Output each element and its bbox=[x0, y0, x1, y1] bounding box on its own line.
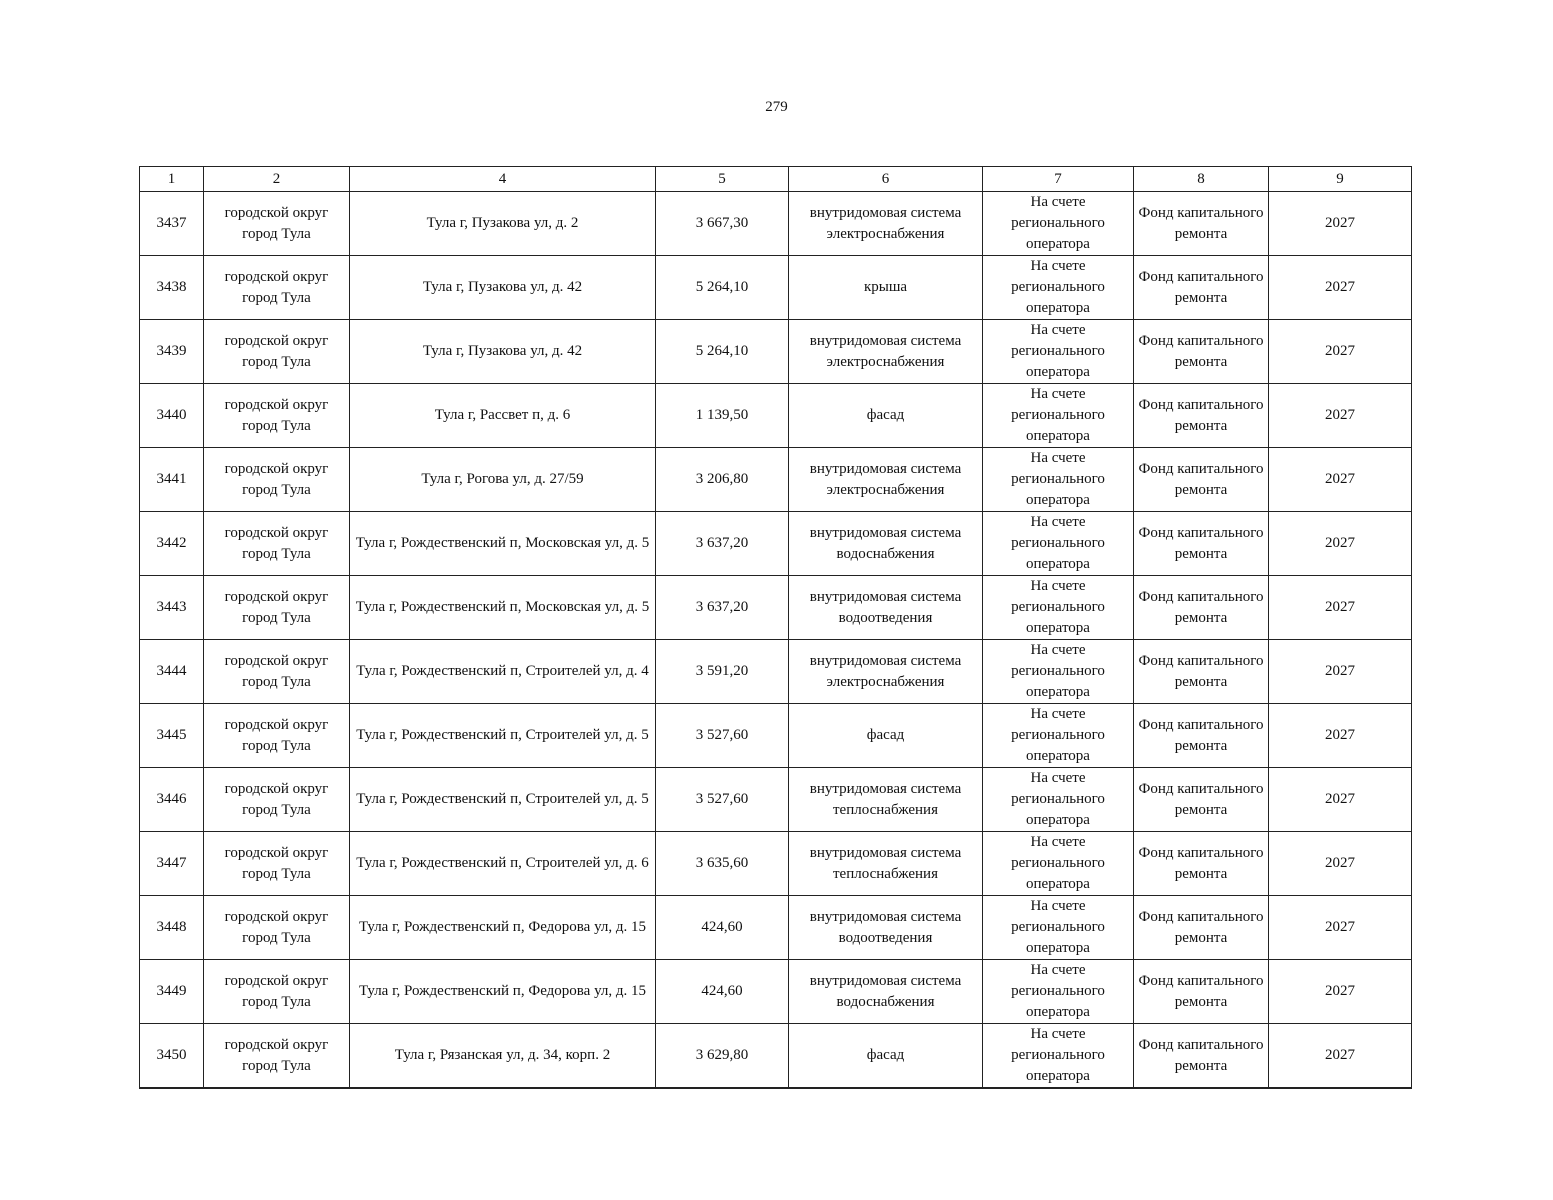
row-number-cell: 3437 bbox=[140, 192, 204, 256]
address-cell: Тула г, Рязанская ул, д. 34, корп. 2 bbox=[350, 1024, 656, 1089]
row-number-cell: 3439 bbox=[140, 320, 204, 384]
table-row bbox=[140, 320, 1412, 384]
row-number-cell: 3446 bbox=[140, 768, 204, 832]
table-row bbox=[140, 576, 1412, 640]
row-number-cell: 3450 bbox=[140, 1024, 204, 1089]
account-cell: На счете регионального оператора bbox=[983, 512, 1134, 576]
address-cell: Тула г, Пузакова ул, д. 2 bbox=[350, 192, 656, 256]
table-row bbox=[140, 512, 1412, 576]
row-number-cell: 3447 bbox=[140, 832, 204, 896]
year-cell: 2027 bbox=[1269, 704, 1412, 768]
account-cell: На счете регионального оператора bbox=[983, 576, 1134, 640]
table-row bbox=[140, 448, 1412, 512]
year-cell: 2027 bbox=[1269, 192, 1412, 256]
account-cell: На счете регионального оператора bbox=[983, 960, 1134, 1024]
column-header: 2 bbox=[204, 167, 350, 192]
row-number-cell: 3445 bbox=[140, 704, 204, 768]
header-row bbox=[140, 167, 1412, 192]
address-cell: Тула г, Рождественский п, Федорова ул, д. 15 bbox=[350, 896, 656, 960]
account-cell: На счете регионального оператора bbox=[983, 384, 1134, 448]
year-cell: 2027 bbox=[1269, 512, 1412, 576]
funding-source-cell: Фонд капитального ремонта bbox=[1134, 192, 1269, 256]
registry-table bbox=[139, 166, 1412, 1089]
municipality-cell: городской округ город Тула bbox=[204, 448, 350, 512]
column-header: 8 bbox=[1134, 167, 1269, 192]
row-number-cell: 3442 bbox=[140, 512, 204, 576]
municipality-cell: городской округ город Тула bbox=[204, 832, 350, 896]
year-cell: 2027 bbox=[1269, 576, 1412, 640]
column-header: 5 bbox=[656, 167, 789, 192]
table-row bbox=[140, 256, 1412, 320]
work-type-cell: внутридомовая система электроснабжения bbox=[789, 320, 983, 384]
row-number-cell: 3448 bbox=[140, 896, 204, 960]
funding-source-cell: Фонд капитального ремонта bbox=[1134, 512, 1269, 576]
work-type-cell: внутридомовая система теплоснабжения bbox=[789, 768, 983, 832]
area-cell: 3 637,20 bbox=[656, 576, 789, 640]
municipality-cell: городской округ город Тула bbox=[204, 768, 350, 832]
area-cell: 3 635,60 bbox=[656, 832, 789, 896]
funding-source-cell: Фонд капитального ремонта bbox=[1134, 256, 1269, 320]
column-header: 4 bbox=[350, 167, 656, 192]
municipality-cell: городской округ город Тула bbox=[204, 1024, 350, 1089]
year-cell: 2027 bbox=[1269, 320, 1412, 384]
area-cell: 3 591,20 bbox=[656, 640, 789, 704]
row-number-cell: 3438 bbox=[140, 256, 204, 320]
funding-source-cell: Фонд капитального ремонта bbox=[1134, 320, 1269, 384]
address-cell: Тула г, Пузакова ул, д. 42 bbox=[350, 320, 656, 384]
area-cell: 424,60 bbox=[656, 960, 789, 1024]
account-cell: На счете регионального оператора bbox=[983, 1024, 1134, 1089]
table-row bbox=[140, 704, 1412, 768]
work-type-cell: внутридомовая система электроснабжения bbox=[789, 192, 983, 256]
work-type-cell: фасад bbox=[789, 384, 983, 448]
address-cell: Тула г, Пузакова ул, д. 42 bbox=[350, 256, 656, 320]
address-cell: Тула г, Рассвет п, д. 6 bbox=[350, 384, 656, 448]
funding-source-cell: Фонд капитального ремонта bbox=[1134, 896, 1269, 960]
column-header: 9 bbox=[1269, 167, 1412, 192]
table-row bbox=[140, 896, 1412, 960]
account-cell: На счете регионального оператора bbox=[983, 832, 1134, 896]
year-cell: 2027 bbox=[1269, 640, 1412, 704]
row-number-cell: 3443 bbox=[140, 576, 204, 640]
area-cell: 1 139,50 bbox=[656, 384, 789, 448]
address-cell: Тула г, Рождественский п, Строителей ул, д. 4 bbox=[350, 640, 656, 704]
area-cell: 3 527,60 bbox=[656, 768, 789, 832]
work-type-cell: фасад bbox=[789, 1024, 983, 1089]
work-type-cell: фасад bbox=[789, 704, 983, 768]
address-cell: Тула г, Рождественский п, Строителей ул, д. 5 bbox=[350, 704, 656, 768]
account-cell: На счете регионального оператора bbox=[983, 704, 1134, 768]
table-row bbox=[140, 832, 1412, 896]
account-cell: На счете регионального оператора bbox=[983, 192, 1134, 256]
year-cell: 2027 bbox=[1269, 256, 1412, 320]
area-cell: 424,60 bbox=[656, 896, 789, 960]
address-cell: Тула г, Рождественский п, Строителей ул, д. 5 bbox=[350, 768, 656, 832]
table-body bbox=[140, 192, 1412, 1089]
funding-source-cell: Фонд капитального ремонта bbox=[1134, 960, 1269, 1024]
funding-source-cell: Фонд капитального ремонта bbox=[1134, 384, 1269, 448]
municipality-cell: городской округ город Тула bbox=[204, 192, 350, 256]
work-type-cell: внутридомовая система электроснабжения bbox=[789, 448, 983, 512]
work-type-cell: внутридомовая система теплоснабжения bbox=[789, 832, 983, 896]
funding-source-cell: Фонд капитального ремонта bbox=[1134, 832, 1269, 896]
work-type-cell: внутридомовая система водоснабжения bbox=[789, 960, 983, 1024]
year-cell: 2027 bbox=[1269, 448, 1412, 512]
account-cell: На счете регионального оператора bbox=[983, 256, 1134, 320]
column-header: 6 bbox=[789, 167, 983, 192]
address-cell: Тула г, Рогова ул, д. 27/59 bbox=[350, 448, 656, 512]
year-cell: 2027 bbox=[1269, 832, 1412, 896]
funding-source-cell: Фонд капитального ремонта bbox=[1134, 640, 1269, 704]
row-number-cell: 3449 bbox=[140, 960, 204, 1024]
table-row bbox=[140, 768, 1412, 832]
work-type-cell: внутридомовая система электроснабжения bbox=[789, 640, 983, 704]
area-cell: 3 637,20 bbox=[656, 512, 789, 576]
funding-source-cell: Фонд капитального ремонта bbox=[1134, 448, 1269, 512]
funding-source-cell: Фонд капитального ремонта bbox=[1134, 576, 1269, 640]
account-cell: На счете регионального оператора bbox=[983, 640, 1134, 704]
row-number-cell: 3441 bbox=[140, 448, 204, 512]
address-cell: Тула г, Рождественский п, Московская ул, д. 5 bbox=[350, 512, 656, 576]
table-row bbox=[140, 960, 1412, 1024]
account-cell: На счете регионального оператора bbox=[983, 768, 1134, 832]
area-cell: 3 527,60 bbox=[656, 704, 789, 768]
funding-source-cell: Фонд капитального ремонта bbox=[1134, 768, 1269, 832]
year-cell: 2027 bbox=[1269, 768, 1412, 832]
municipality-cell: городской округ город Тула bbox=[204, 256, 350, 320]
funding-source-cell: Фонд капитального ремонта bbox=[1134, 1024, 1269, 1089]
municipality-cell: городской округ город Тула bbox=[204, 576, 350, 640]
area-cell: 3 206,80 bbox=[656, 448, 789, 512]
work-type-cell: внутридомовая система водоснабжения bbox=[789, 512, 983, 576]
table-row bbox=[140, 192, 1412, 256]
area-cell: 3 629,80 bbox=[656, 1024, 789, 1089]
municipality-cell: городской округ город Тула bbox=[204, 896, 350, 960]
year-cell: 2027 bbox=[1269, 384, 1412, 448]
municipality-cell: городской округ город Тула bbox=[204, 384, 350, 448]
row-number-cell: 3444 bbox=[140, 640, 204, 704]
address-cell: Тула г, Рождественский п, Строителей ул, д. 6 bbox=[350, 832, 656, 896]
year-cell: 2027 bbox=[1269, 896, 1412, 960]
row-number-cell: 3440 bbox=[140, 384, 204, 448]
municipality-cell: городской округ город Тула bbox=[204, 704, 350, 768]
column-header: 1 bbox=[140, 167, 204, 192]
work-type-cell: внутридомовая система водоотведения bbox=[789, 576, 983, 640]
municipality-cell: городской округ город Тула bbox=[204, 960, 350, 1024]
funding-source-cell: Фонд капитального ремонта bbox=[1134, 704, 1269, 768]
account-cell: На счете регионального оператора bbox=[983, 896, 1134, 960]
address-cell: Тула г, Рождественский п, Федорова ул, д. 15 bbox=[350, 960, 656, 1024]
table-row bbox=[140, 384, 1412, 448]
table-row bbox=[140, 1024, 1412, 1089]
area-cell: 3 667,30 bbox=[656, 192, 789, 256]
work-type-cell: внутридомовая система водоотведения bbox=[789, 896, 983, 960]
area-cell: 5 264,10 bbox=[656, 256, 789, 320]
column-header: 7 bbox=[983, 167, 1134, 192]
municipality-cell: городской округ город Тула bbox=[204, 640, 350, 704]
address-cell: Тула г, Рождественский п, Московская ул, д. 5 bbox=[350, 576, 656, 640]
table-row bbox=[140, 640, 1412, 704]
year-cell: 2027 bbox=[1269, 1024, 1412, 1089]
account-cell: На счете регионального оператора bbox=[983, 448, 1134, 512]
area-cell: 5 264,10 bbox=[656, 320, 789, 384]
municipality-cell: городской округ город Тула bbox=[204, 512, 350, 576]
page-number: 279 bbox=[765, 99, 788, 115]
year-cell: 2027 bbox=[1269, 960, 1412, 1024]
work-type-cell: крыша bbox=[789, 256, 983, 320]
account-cell: На счете регионального оператора bbox=[983, 320, 1134, 384]
municipality-cell: городской округ город Тула bbox=[204, 320, 350, 384]
